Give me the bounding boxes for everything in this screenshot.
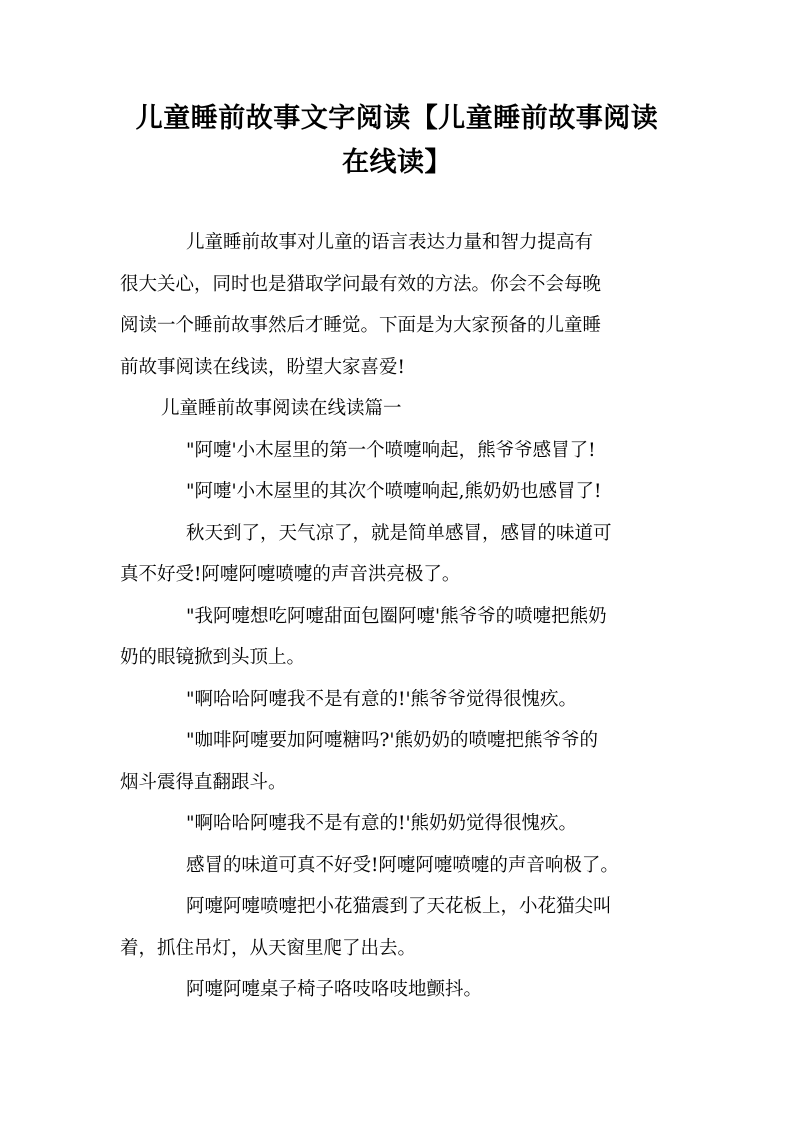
intro-line: 前故事阅读在线读，盼望大家喜爱!: [120, 356, 405, 378]
story-line: "啊哈哈阿嚏我不是有意的!'熊奶奶觉得很愧疚。: [186, 813, 578, 834]
story-line: "咖啡阿嚏要加阿嚏糖吗?'熊奶奶的喷嚏把熊爷爷的: [186, 730, 599, 751]
intro-paragraph: [120, 222, 680, 388]
story-line: 真不好受!阿嚏阿嚏喷嚏的声音洪亮极了。: [120, 564, 461, 585]
story-paragraph: [120, 803, 680, 845]
document-title: [100, 97, 694, 185]
story-line: 阿嚏阿嚏喷嚏把小花猫震到了天花板上，小花猫尖叫: [186, 896, 612, 917]
title-line-1: 儿童睡前故事文字阅读【儿童睡前故事阅读: [135, 103, 659, 134]
story-line: 感冒的味道可真不好受!阿嚏阿嚏喷嚏的声音响极了。: [186, 854, 619, 876]
story-paragraph: [120, 969, 680, 1011]
story-line: "阿嚏'小木屋里的第一个喷嚏响起，熊爷爷感冒了!: [186, 439, 596, 461]
story-line: 烟斗震得直翻跟斗。: [120, 771, 287, 793]
story-line: "阿嚏'小木屋里的其次个喷嚏响起,熊奶奶也感冒了!: [186, 481, 602, 502]
section-heading: 儿童睡前故事阅读在线读篇一: [161, 398, 402, 419]
story-paragraph: [120, 430, 680, 472]
story-line: 秋天到了，天气凉了，就是简单感冒，感冒的味道可: [186, 522, 612, 544]
story-line: "啊哈哈阿嚏我不是有意的!'熊爷爷觉得很愧疚。: [186, 688, 578, 710]
story-paragraph: [120, 596, 680, 679]
story-paragraph: [120, 471, 680, 513]
story-paragraph: [120, 513, 680, 596]
title-line-2: 在线读】: [342, 147, 452, 178]
story-paragraph: [120, 845, 680, 887]
story-line: 阿嚏阿嚏桌子椅子咯吱咯吱地颤抖。: [186, 979, 483, 1000]
story-line: "我阿嚏想吃阿嚏甜面包圈阿嚏'熊爷爷的喷嚏把熊奶: [186, 605, 607, 627]
story-line: 着，抓住吊灯，从天窗里爬了出去。: [120, 937, 417, 959]
story-line: 奶的眼镜掀到头顶上。: [120, 647, 306, 668]
intro-line: 阅读一个睡前故事然后才睡觉。下面是为大家预备的儿童睡: [120, 315, 602, 336]
story-paragraph: [120, 886, 680, 969]
intro-line: 儿童睡前故事对儿童的语言表达力量和智力提高有: [186, 232, 594, 253]
story-paragraph: [120, 720, 680, 803]
document-body: [120, 222, 680, 1011]
intro-line: 很大关心，同时也是猎取学问最有效的方法。你会不会每晚: [120, 273, 602, 295]
story-paragraph: [120, 679, 680, 721]
